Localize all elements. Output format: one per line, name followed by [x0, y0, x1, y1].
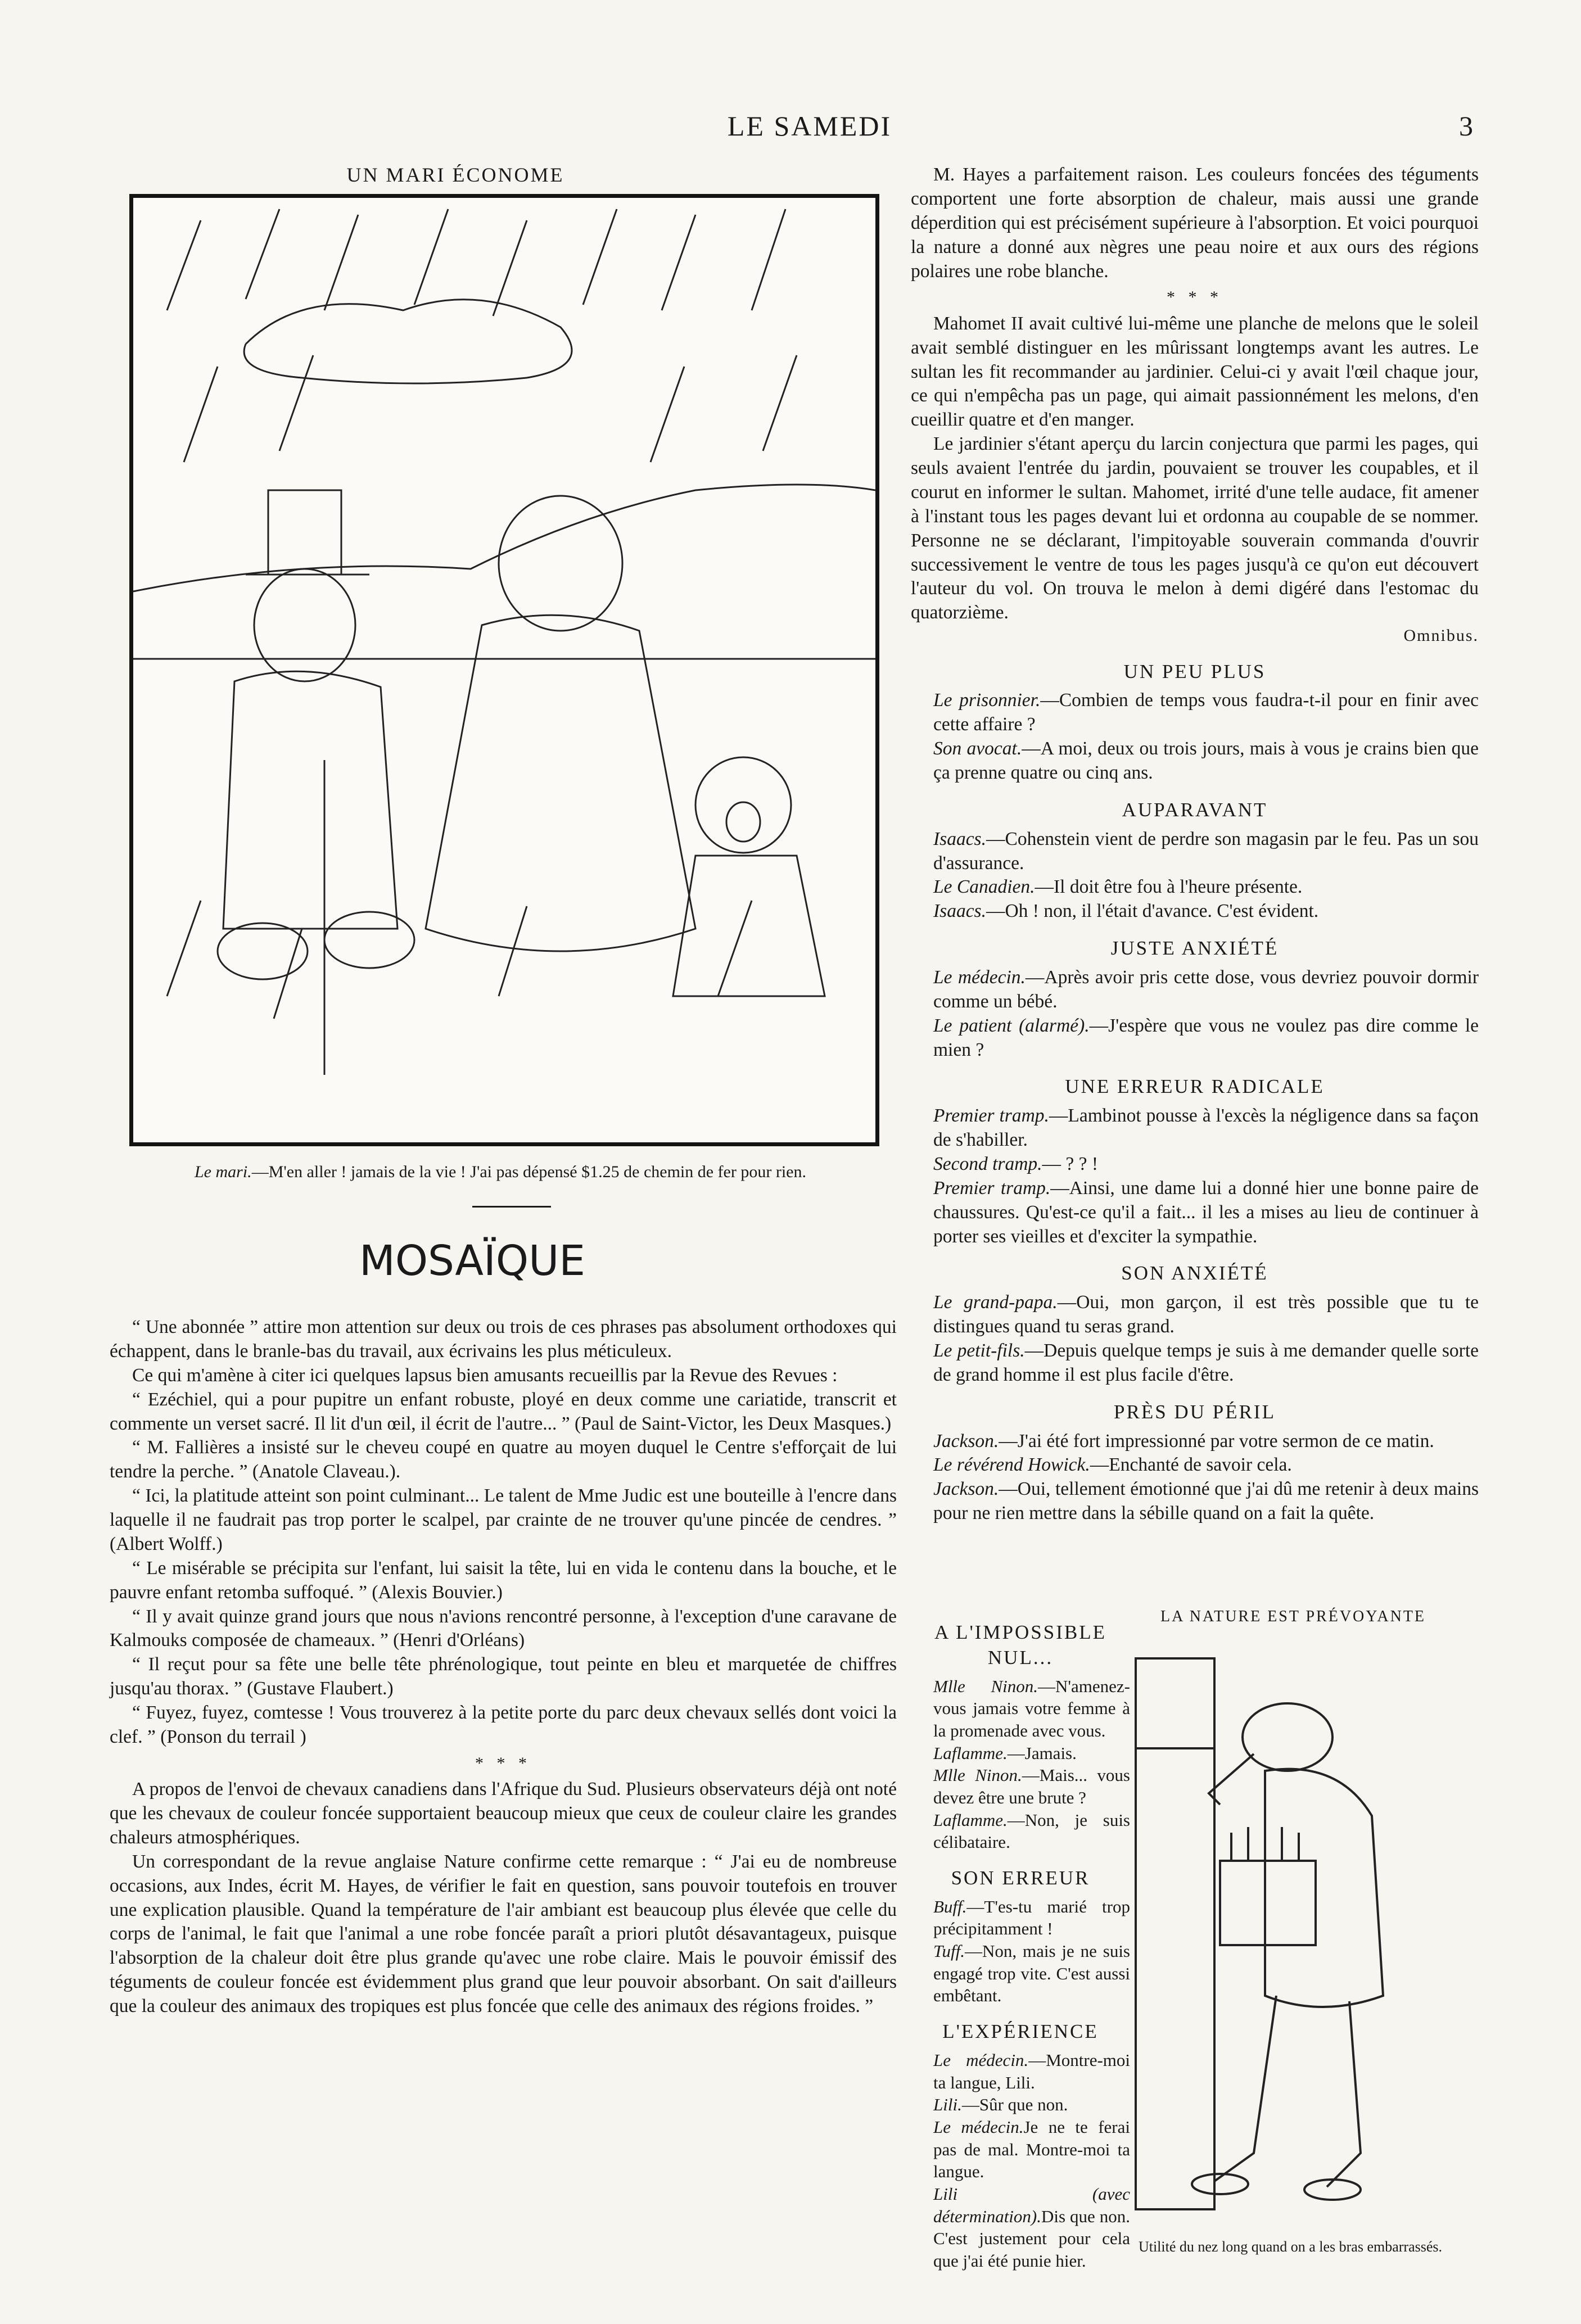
mosaique-paragraph: A propos de l'envoi de chevaux canadiens dans l'Afrique du Sud. Plusieurs observateurs déjà ont noté que les chevaux de couleur foncée supportaient beaucoup mieux que ceux de couleur claire les grandes chaleurs atmosphériques. — [110, 1779, 897, 1848]
section-title: UNE ERREUR RADICALE — [1065, 1075, 1325, 1098]
speaker: Isaacs. — [933, 828, 986, 849]
dialogue-line: Le médecin.—Montre-moi ta langue, Lili. — [933, 2050, 1130, 2092]
newspaper-title: LE SAMEDI — [727, 110, 892, 142]
speaker: Mlle Ninon. — [933, 1676, 1038, 1696]
speaker: Le médecin. — [933, 2117, 1024, 2137]
dialogue-line: Buff.—T'es-tu marié trop précipitamment ! — [933, 1896, 1130, 1939]
dialogue-line: Laflamme.—Jamais. — [933, 1743, 1077, 1763]
man-carrying-bottles-drawing — [1124, 1647, 1462, 2226]
right-column — [911, 163, 1479, 1526]
mosaique-paragraph: “ Il reçut pour sa fête une belle tête phrénologique, tout peinte en bleu et marquetée de chiffres jusqu'au thorax. ” (Gustave Flaubert.) — [110, 1654, 897, 1699]
dialogue-line: Isaacs.—Oh ! non, il l'était d'avance. C'est évident. — [933, 901, 1319, 922]
speaker: Le petit-fils. — [933, 1340, 1025, 1362]
narrow-column — [911, 1608, 1130, 2272]
dialogue-line: Tuff.—Non, mais je ne suis engagé trop vite. C'est aussi embêtant. — [933, 1941, 1130, 2006]
speaker: Jackson. — [933, 1479, 999, 1500]
speaker: Mlle Ninon. — [933, 1765, 1022, 1785]
cartoon1-caption — [129, 1163, 871, 1182]
dialogue-line: Mlle Ninon.—N'amenez-vous jamais votre femme à la promenade avec vous. — [933, 1676, 1130, 1740]
speaker: Lili (avec détermination). — [933, 2183, 1130, 2226]
speaker: Son avocat. — [933, 738, 1022, 759]
speaker: Le grand-papa. — [933, 1292, 1058, 1313]
rain-scene-drawing — [133, 198, 875, 1142]
dialogue-line: Le grand-papa.—Oui, mon garçon, il est très possible que tu te distingues quand tu seras grand. — [933, 1292, 1479, 1337]
cartoon1-illustration — [129, 194, 879, 1146]
mosaique-paragraph: “ Fuyez, fuyez, comtesse ! Vous trouverez à la petite porte du parc deux chevaux sellés dont voici la clef. ” (Ponson du terrail ) — [110, 1702, 897, 1747]
dialogue-line: Premier tramp.—Lambinot pousse à l'excès la négligence dans sa façon de s'habiller. — [933, 1105, 1479, 1151]
speaker: Laflamme. — [933, 1743, 1008, 1763]
cartoon2-title: LA NATURE EST PRÉVOYANTE — [1160, 1608, 1426, 1625]
section-title: A L'IMPOSSIBLE NUL... — [934, 1621, 1106, 1669]
section-title: UN PEU PLUS — [1123, 660, 1266, 682]
section-title: JUSTE ANXIÉTÉ — [1110, 937, 1279, 960]
dialogue-line: Jackson.—J'ai été fort impressionné par votre sermon de ce matin. — [933, 1430, 1434, 1452]
cartoon1-title: UN MARI ÉCONOME — [346, 164, 564, 186]
page-number: 3 — [1459, 110, 1473, 142]
mosaique-paragraph: Ce qui m'amène à citer ici quelques lapsus bien amusants recueillis par la Revue des Revues : — [132, 1364, 838, 1386]
cartoon2-illustration — [1124, 1647, 1462, 2226]
speaker: Le révérend Howick. — [933, 1454, 1090, 1476]
article-paragraph: Le jardinier s'étant aperçu du larcin conjectura que parmi les pages, qui seuls avaient l'entrée du jardin, pouvaient se trouver les coupables, et il courut en informer le sultan. Mahomet, irrité d'une telle audace, fit amener à l'instant tous les pages devant lui et ordonna au coupable de se nommer. Personne ne se déclarant, l'impitoyable souverain commanda d'ouvrir successivement le ventre de tous les pages jusqu'à ce qu'on eut découvert l'auteur du vol. On trouva le melon à demi digéré dans l'estomac du quatorzième. — [911, 433, 1479, 623]
speaker: Le Canadien. — [933, 876, 1035, 898]
cartoon2-caption: Utilité du nez long quand on a les bras embarrassés. — [1138, 2239, 1443, 2255]
speaker: Jackson. — [933, 1430, 999, 1452]
dialogue-line: Le patient (alarmé).—J'espère que vous ne voulez pas dire comme le mien ? — [933, 1015, 1479, 1060]
dialogue-line: Le prisonnier.—Combien de temps vous faudra-t-il pour en finir avec cette affaire ? — [933, 690, 1479, 735]
section-title: AUPARAVANT — [1122, 798, 1268, 821]
section-title: SON ANXIÉTÉ — [1121, 1262, 1268, 1285]
mosaique-paragraph: “ Il y avait quinze grand jours que nous n'avions rencontré personne, à l'exception d'une caravane de Kalmouks composée de chameaux. ” (Henri d'Orléans) — [110, 1606, 897, 1651]
speaker: Le patient (alarmé). — [933, 1015, 1090, 1036]
section-title: L'EXPÉRIENCE — [942, 2020, 1099, 2043]
dialogue-line: Son avocat.—A moi, deux ou trois jours, mais à vous je crains bien que ça prenne quatre ou cinq ans. — [933, 738, 1479, 783]
author-signature: Omnibus. — [1403, 626, 1479, 645]
mosaique-title: MOSAÏQUE — [359, 1237, 586, 1285]
dialogue-line: Jackson.—Oui, tellement émotionné que j'ai dû me retenir à deux mains pour ne rien mettre dans la sébille quand on a fait la quête. — [933, 1479, 1479, 1524]
section-stars: * * * — [1167, 288, 1223, 307]
speaker: Buff. — [933, 1896, 967, 1916]
mosaique-paragraph: “ Le misérable se précipita sur l'enfant, lui saisit la tête, lui en vida le contenu dans la bouche, et le pauvre enfant retomba suffoqué. ” (Alexis Bouvier.) — [110, 1557, 897, 1603]
mosaique-paragraph: Un correspondant de la revue anglaise Nature confirme cette remarque : “ J'ai eu de nombreuse occasions, aux Indes, écrit M. Hayes, de vérifier le fait en question, sans pouvoir toutefois en trouver une explication plausible. Quand la température de l'air ambiant est beaucoup plus élevée que celle du corps de l'animal, le fait que l'animal a une robe foncée paraît a priori plutôt désavantageux, puisque l'absorption de la chaleur doit être plus grande qu'avec une robe claire. Mais le pouvoir émissif des téguments de couleur foncée est évidemment plus grand que leur pouvoir absorbant. On sait d'ailleurs que la couleur des animaux des tropiques est plus foncée que celle des animaux des régions froides. ” — [110, 1851, 897, 2017]
speaker: Tuff. — [933, 1941, 965, 1961]
section-divider — [472, 1206, 551, 1208]
mosaique-paragraph: “ M. Fallières a insisté sur le cheveu coupé en quatre au moyen duquel le Centre s'efforçait de lui tendre la perche. ” (Anatole Claveau.). — [110, 1437, 897, 1482]
section-title: PRÈS DU PÉRIL — [1114, 1400, 1276, 1423]
speaker: Lili. — [933, 2095, 962, 2115]
dialogue-line: Isaacs.—Cohenstein vient de perdre son magasin par le feu. Pas un sou d'assurance. — [933, 828, 1479, 874]
section-stars: * * * — [475, 1753, 531, 1773]
caption-speaker: Le mari. — [195, 1163, 252, 1181]
speaker: Premier tramp. — [933, 1177, 1051, 1199]
dialogue-line: Le médecin.—Après avoir pris cette dose, vous devriez pouvoir dormir comme un bébé. — [933, 966, 1479, 1012]
speaker: Premier tramp. — [933, 1105, 1049, 1127]
mosaique-paragraph: “ Ici, la platitude atteint son point culminant... Le talent de Mme Judic est une bouteille à l'encre dans laquelle il ne faudrait pas trop porter le scalpel, par crainte de ne trouver qu'une pincée de cendres. ” (Albert Wolff.) — [110, 1485, 897, 1554]
speaker: Isaacs. — [933, 901, 986, 922]
speaker: Laflamme. — [933, 1810, 1008, 1830]
dialogue-line: Le Canadien.—Il doit être fou à l'heure présente. — [933, 876, 1303, 898]
section-title: SON ERREUR — [951, 1866, 1090, 1889]
dialogue-line: Le médecin.Je ne te ferai pas de mal. Montre-moi ta langue. — [933, 2117, 1131, 2182]
dialogue-line: Laflamme.—Non, je suis célibataire. — [933, 1810, 1130, 1852]
speaker: Le prisonnier. — [933, 690, 1041, 711]
article-paragraph: Mahomet II avait cultivé lui-même une planche de melons que le soleil avait semblé distinguer en les mûrissant longtemps avant les autres. Le sultan les fit recommander au jardinier. Celui-ci y avait l'œil chaque jour, ce qui n'empêcha pas un page, qui aimait passionnément les melons, d'en cueillir quatre et d'en manger. — [911, 313, 1479, 431]
dialogue-line: Mlle Ninon.—Mais... vous devez être une brute ? — [933, 1765, 1130, 1807]
dialogue-line: Lili (avec détermination).Dis que non. C'est justement pour cela que j'ai été punie hier. — [933, 2183, 1130, 2271]
speaker: Le médecin. — [933, 2050, 1029, 2070]
dialogue-line: Le révérend Howick.—Enchanté de savoir cela. — [933, 1454, 1292, 1476]
mosaique-paragraph: “ Une abonnée ” attire mon attention sur deux ou trois de ces phrases pas absolument orthodoxes qui échappent, dans le branle-bas du travail, aux écrivains les plus méticuleux. — [110, 1317, 897, 1362]
dialogue-line: Premier tramp.—Ainsi, une dame lui a donné hier une bonne paire de chaussures. Qu'est-ce qu'il a fait... il les a mises au lieu de continuer à porter ses vieilles et d'exciter la sympathie. — [933, 1177, 1479, 1247]
dialogue-line: Le petit-fils.—Depuis quelque temps je suis à me demander quelle sorte de grand homme il est plus facile d'être. — [933, 1340, 1479, 1385]
dialogue-line: Second tramp.— ? ? ! — [933, 1153, 1099, 1174]
speaker: Second tramp. — [933, 1153, 1042, 1174]
mosaique-paragraph: “ Ezéchiel, qui a pour pupitre un enfant robuste, ployé en deux comme une cariatide, transcrit et commente un verset sacré. Il lit d'un œil, il écrit de l'autre... ” (Paul de Saint-Victor, les Deux Masques.) — [110, 1389, 897, 1434]
caption-text: —M'en aller ! jamais de la vie ! J'ai pas dépensé $1.25 de chemin de fer pour rien. — [251, 1163, 806, 1181]
dialogue-line: Lili.—Sûr que non. — [933, 2095, 1068, 2115]
article-paragraph: M. Hayes a parfaitement raison. Les couleurs foncées des téguments comportent une forte absorption de chaleur, mais aussi une grande déperdition qui est précisément supérieure à l'absorption. Et voici pourquoi la nature a donné aux nègres une peau noire et aux ours des régions polaires une robe blanche. — [911, 164, 1479, 282]
mosaique-column — [110, 1315, 897, 2019]
speaker: Le médecin. — [933, 966, 1026, 988]
